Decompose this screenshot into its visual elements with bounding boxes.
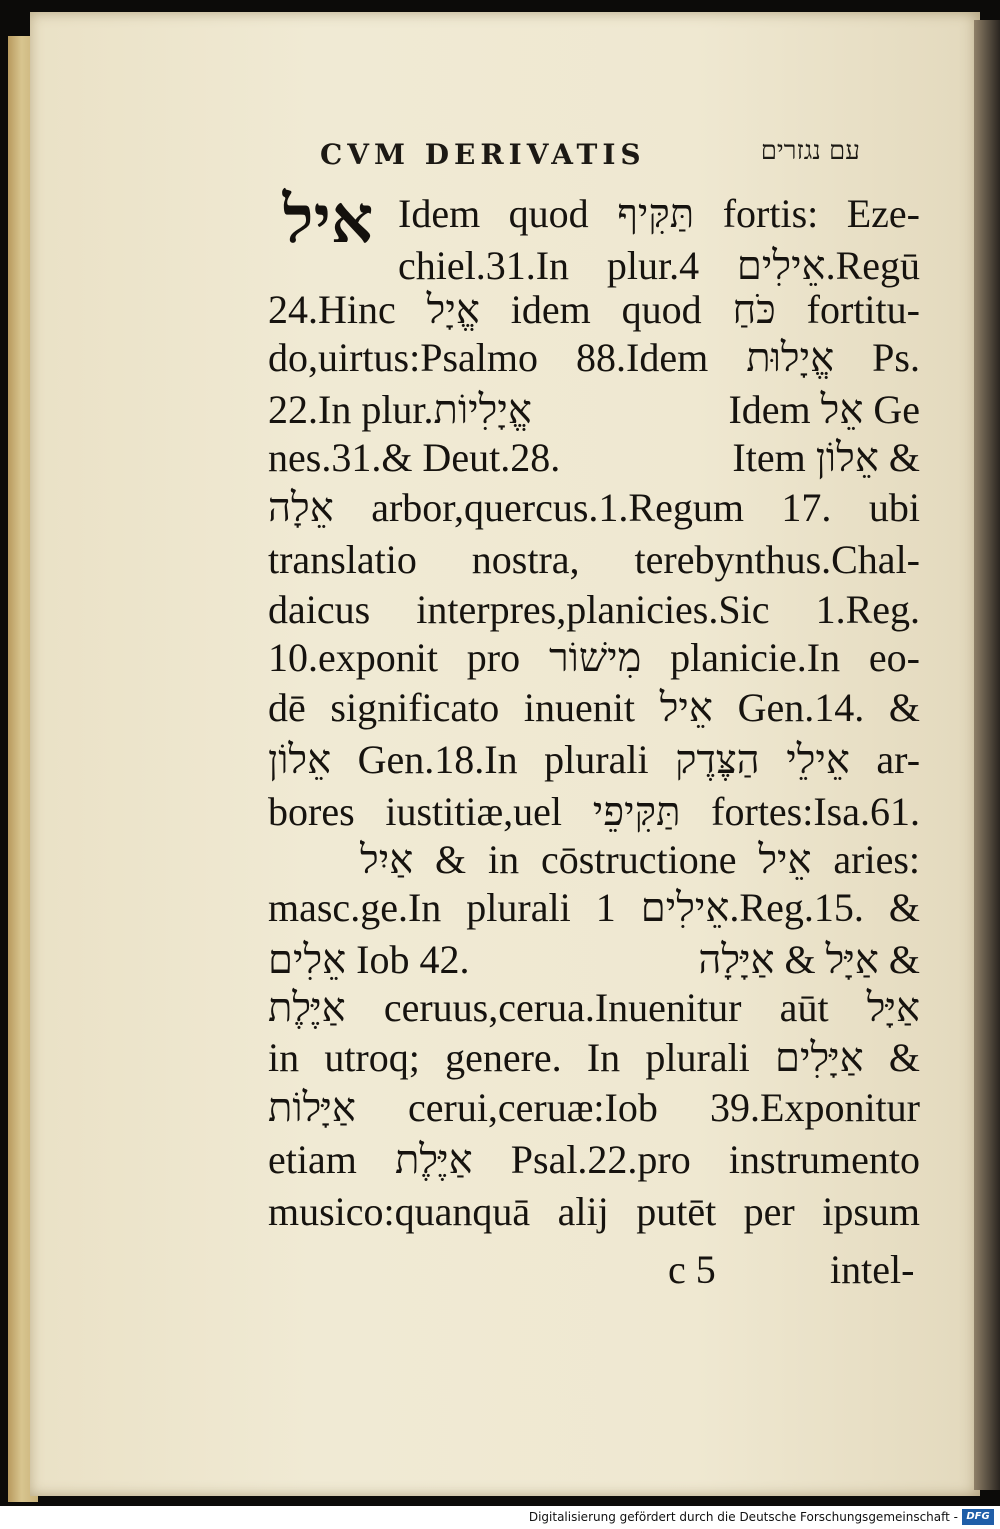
text-line-7: אֵלָה arbor,quercus.1.Regum 17. ubi	[268, 485, 920, 530]
text-line-21: musico:quanquā alij putēt per ipsum	[268, 1189, 920, 1234]
text-line-6	[268, 432, 920, 484]
text-line-14: אַיִל & in cōstructione אֵיל aries:	[360, 837, 920, 882]
text-line-1: Idem quod תַּקִּיף fortis: Eze-	[398, 191, 920, 236]
text-line-5	[268, 384, 920, 436]
running-head-latin: CVM DERIVATIS	[320, 138, 646, 171]
text-line-19: אַיָּלוֹת cerui,ceruæ:Iob 39.Exponitur	[268, 1085, 920, 1130]
running-head-hebrew: עם נגזרים	[760, 136, 860, 166]
signature-mark: c 5	[668, 1247, 716, 1292]
text-line-16-left: אֵלִים Iob 42.	[268, 937, 470, 982]
text-line-10: 10.exponit pro מִישׁוֹר planicie.In eo-	[268, 635, 920, 680]
decorated-initial-word: איל	[282, 180, 374, 258]
digitization-footer	[0, 1506, 1000, 1529]
text-line-16	[268, 934, 920, 986]
text-line-6-right: Item אֵלוֹן &	[732, 435, 920, 480]
text-line-2: chiel.31.In plur.אֵילִים 4.Regū	[398, 243, 920, 288]
text-line-5-left: 22.In plur.אֱיָלִיוֹת	[268, 387, 532, 432]
text-line-20: etiam אַיֶּלֶת Psal.22.pro instrumento	[268, 1137, 920, 1182]
text-line-17: אַיֶּלֶת ceruus,cerua.Inuenitur aūt אַיָּל	[268, 985, 920, 1030]
text-line-6-left: nes.31.& Deut.28.	[268, 435, 561, 480]
catchword: intel-	[830, 1247, 915, 1292]
text-line-4: do,uirtus:Psalmo 88.Idem אֱיָלוּת Ps.	[268, 335, 920, 380]
text-line-11: dē significato inuenit אֵיל Gen.14. &	[268, 685, 920, 730]
dfg-logo: DFG	[962, 1509, 994, 1525]
text-line-12: אֵלוֹן Gen.18.In plurali אֵילֵי הַצֶּדֶק ar-	[268, 737, 920, 782]
text-line-18: in utroq; genere. In plurali אַיָּלִים &	[268, 1035, 920, 1080]
text-line-8: translatio nostra, terebynthus.Chal-	[268, 537, 920, 582]
text-line-3: 24.Hinc אֱיָל idem quod כֹּחַ fortitu-	[268, 287, 920, 332]
text-line-16-right: אַיָּל & אַיָּלָה &	[698, 937, 920, 982]
text-line-15: masc.ge.In plurali אֵילִים 1.Reg.15. &	[268, 885, 920, 930]
footer-credit-text: Digitalisierung gefördert durch die Deutsche Forschungsgemeinschaft -	[528, 1510, 958, 1524]
text-line-13: bores iustitiæ,uel תַּקִּיפֵי fortes:Isa.61.	[268, 789, 920, 834]
text-line-9: daicus interpres,planicies.Sic 1.Reg.	[268, 587, 920, 632]
text-line-5-right: Idem אֵל Ge	[728, 387, 920, 432]
